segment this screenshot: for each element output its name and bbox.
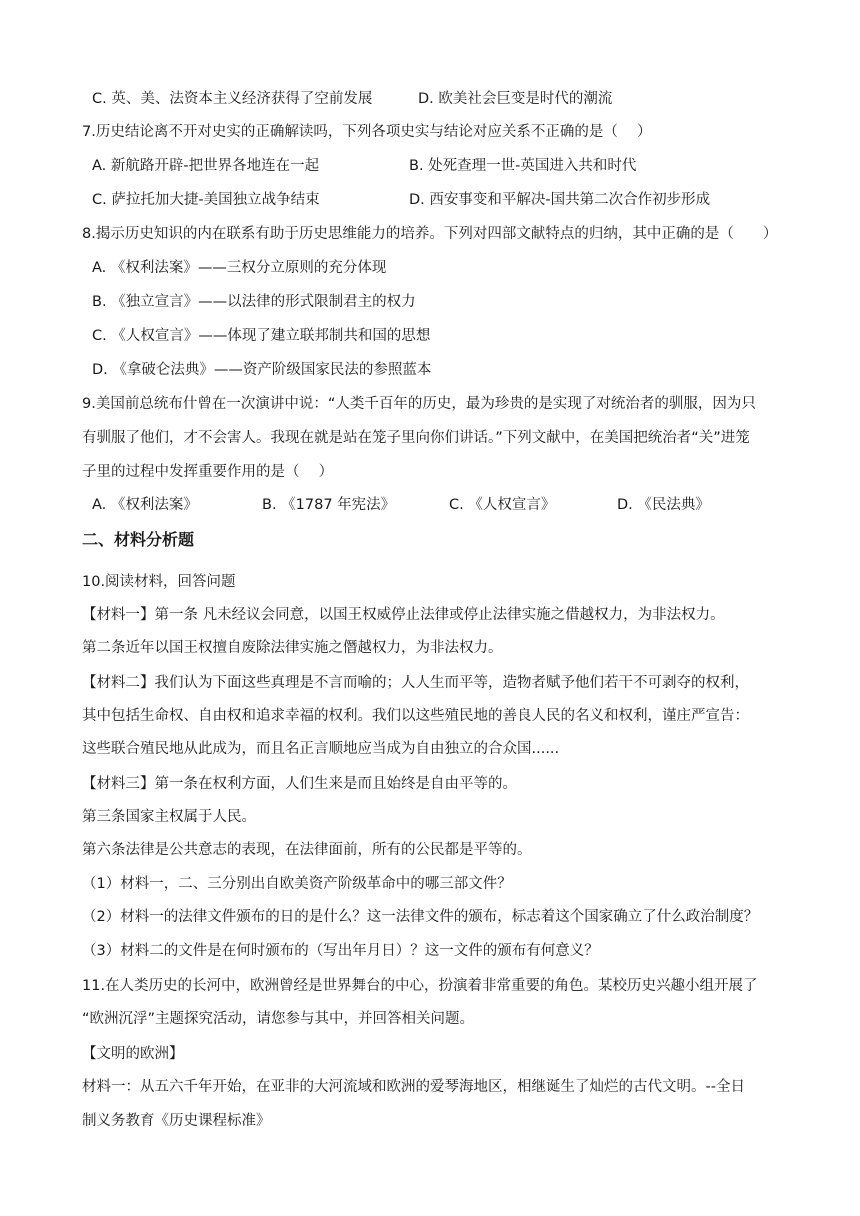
q11-subheading: 【文明的欧洲】 bbox=[82, 1046, 184, 1062]
q10-material2-line2: 其中包括生命权、自由权和追求幸福的权利。我们以这些殖民地的善良人民的名义和权利，谨庄严宣告： bbox=[82, 708, 749, 724]
q7-option-d: D. 西安事变和平解决-国共第二次合作初步形成 bbox=[409, 192, 711, 208]
q8-option-c: C. 《人权宣言》——体现了建立联邦制共和国的思想 bbox=[92, 328, 431, 344]
q11-stem-line2: “欧洲沉浮”主题探究活动，请您参与其中，并回答相关问题。 bbox=[82, 1011, 475, 1027]
q8-option-a: A. 《权利法案》——三权分立原则的充分体现 bbox=[92, 260, 387, 276]
q11-stem-line1: 11.在人类历史的长河中，欧洲曾经是世界舞台的中心，扮演着非常重要的角色。某校历史兴趣小组开展了 bbox=[82, 978, 758, 994]
q9-stem-line3: 子里的过程中发挥重要作用的是（ ） bbox=[82, 464, 334, 480]
q9-option-b: B. 《1787 年宪法》 bbox=[262, 497, 396, 513]
q10-subquestion-1: （1）材料一，二、三分别出自欧美资产阶级革命中的哪三部文件？ bbox=[82, 876, 512, 892]
q10-material3-line2: 第三条国家主权属于人民。 bbox=[82, 809, 256, 825]
q10-material3-line3: 第六条法律是公共意志的表现，在法律面前，所有的公民都是平等的。 bbox=[82, 842, 532, 858]
q11-material1-line1: 材料一：从五六千年开始，在亚非的大河流域和欧洲的爱琴海地区，相继诞生了灿烂的古代文明。--全日 bbox=[82, 1079, 745, 1095]
q6-option-c: C. 英、美、法资本主义经济获得了空前发展 bbox=[92, 91, 373, 107]
q10-material2-line1: 【材料二】我们认为下面这些真理是不言而喻的；人人生而平等，造物者赋予他们若干不可剥夺的权利， bbox=[82, 675, 749, 691]
q10-material3-line1: 【材料三】第一条在权利方面，人们生来是而且始终是自由平等的。 bbox=[82, 776, 517, 792]
q10-material1-line2: 第二条近年以国王权擅自废除法律实施之僭越权力，为非法权力。 bbox=[82, 640, 503, 656]
q10-subquestion-2: （2）材料一的法律文件颁布的日的是什么？这一法律文件的颁布，标志着这个国家确立了什么政治制度？ bbox=[82, 909, 759, 925]
q10-material2-line3: 这些联合殖民地从此成为，而且名正言顺地应当成为自由独立的合众国...... bbox=[82, 741, 560, 757]
q9-stem-line2: 有驯服了他们，才不会害人。我现在就是站在笼子里向你们讲话。”下列文献中，在美国把统治者“关”进笼 bbox=[82, 430, 750, 446]
q8-stem: 8.揭示历史知识的内在联系有助于历史思维能力的培养。下列对四部文献特点的归纳，其中正确的是（ ） bbox=[82, 226, 778, 242]
q8-option-d: D. 《拿破仑法典》——资产阶级国家民法的参照蓝本 bbox=[92, 362, 432, 378]
q11-material1-line2: 制义务教育《历史课程标准》 bbox=[82, 1113, 271, 1129]
q9-stem-line1: 9.美国前总统布什曾在一次演讲中说：“人类千百年的历史，最为珍贵的是实现了对统治者的驯服，因为只 bbox=[82, 396, 756, 412]
q10-intro: 10.阅读材料，回答问题 bbox=[82, 574, 236, 590]
q7-option-a: A. 新航路开辟-把世界各地连在一起 bbox=[92, 158, 320, 174]
q7-option-c: C. 萨拉托加大捷-美国独立战争结束 bbox=[92, 192, 320, 208]
q6-option-d: D. 欧美社会巨变是时代的潮流 bbox=[418, 91, 613, 107]
section-heading: 二、材料分析题 bbox=[82, 530, 195, 549]
q9-option-c: C. 《人权宣言》 bbox=[449, 497, 556, 513]
q9-option-a: A. 《权利法案》 bbox=[92, 497, 198, 513]
q8-option-b: B. 《独立宣言》——以法律的形式限制君主的权力 bbox=[92, 294, 416, 310]
q10-subquestion-3: （3）材料二的文件是在何时颁布的（写出年月日）？这一文件的颁布有何意义？ bbox=[82, 943, 599, 959]
q9-option-d: D. 《民法典》 bbox=[617, 497, 710, 513]
q10-material1-line1: 【材料一】第一条 凡未经议会同意，以国王权威停止法律或停止法律实施之借越权力，为非法权力。 bbox=[82, 607, 725, 623]
q7-option-b: B. 处死查理一世-英国进入共和时代 bbox=[409, 158, 637, 174]
q7-stem: 7.历史结论离不开对史实的正确解读吗，下列各项史实与结论对应关系不正确的是（ ） bbox=[82, 124, 652, 140]
